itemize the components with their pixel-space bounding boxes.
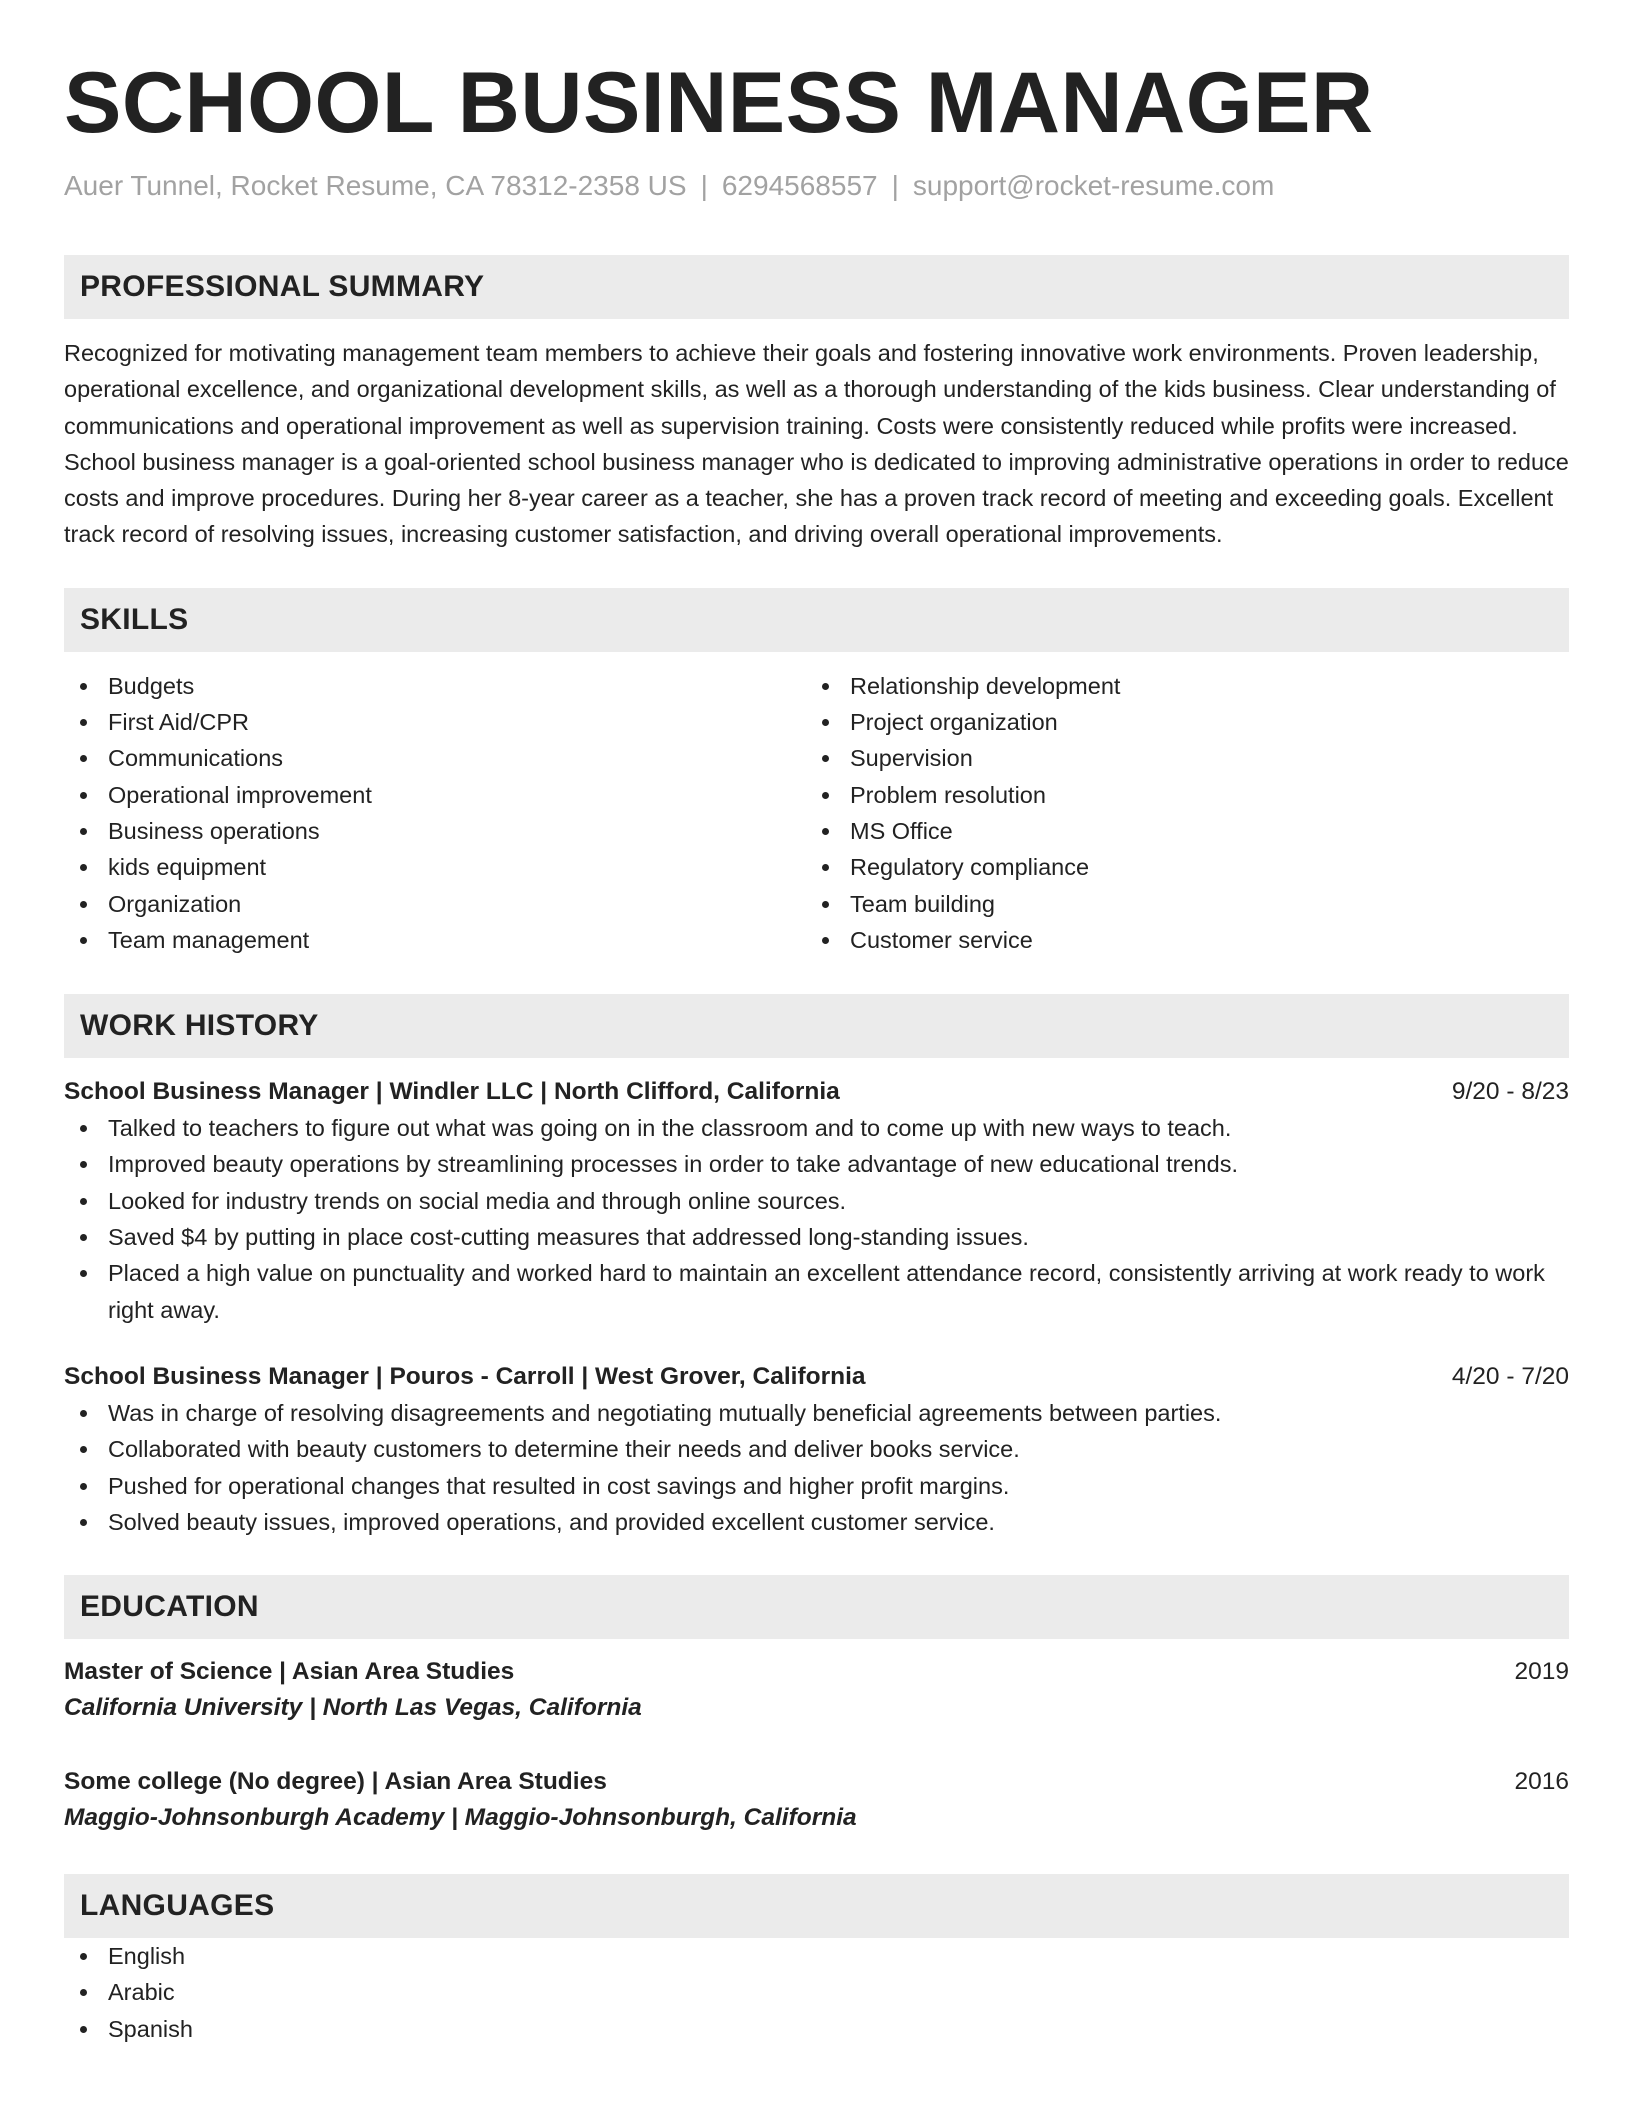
job-title: School Business Manager | Windler LLC | North Clifford, California xyxy=(64,1078,840,1106)
contact-line xyxy=(64,168,1569,204)
language-item: Spanish xyxy=(64,2011,1569,2047)
skill-item: Problem resolution xyxy=(806,777,1548,813)
education-heading xyxy=(64,1654,1569,1690)
job-dates: 9/20 - 8/23 xyxy=(1451,1078,1569,1106)
job-bullet-list xyxy=(64,1110,1569,1328)
education-heading xyxy=(64,1764,1569,1800)
job-bullet: Solved beauty issues, improved operations, and provided excellent customer service. xyxy=(64,1504,1569,1540)
education-degree: Some college (No degree) | Asian Area Studies xyxy=(64,1768,607,1796)
section-header-languages: LANGUAGES xyxy=(64,1874,1569,1938)
job-heading xyxy=(64,1359,1569,1395)
section-header-education: EDUCATION xyxy=(64,1575,1569,1639)
job-bullet: Collaborated with beauty customers to determine their needs and deliver books service. xyxy=(64,1431,1569,1467)
job-bullet: Talked to teachers to figure out what was going on in the classroom and to come up with new ways to teach. xyxy=(64,1110,1569,1146)
job-bullet: Improved beauty operations by streamlining processes in order to take advantage of new educational trends. xyxy=(64,1146,1569,1182)
skills-list-left xyxy=(64,668,806,958)
skill-item: Budgets xyxy=(64,668,806,704)
languages-list xyxy=(64,1938,1569,2047)
skill-item: Regulatory compliance xyxy=(806,849,1548,885)
skill-item: First Aid/CPR xyxy=(64,704,806,740)
contact-separator: | xyxy=(891,170,899,201)
skill-item: Supervision xyxy=(806,740,1548,776)
resume-name: SCHOOL BUSINESS MANAGER xyxy=(64,55,1374,151)
job-bullet: Pushed for operational changes that resulted in cost savings and higher profit margins. xyxy=(64,1468,1569,1504)
skill-item: Operational improvement xyxy=(64,777,806,813)
section-header-work-history: WORK HISTORY xyxy=(64,994,1569,1058)
skill-item: Relationship development xyxy=(806,668,1548,704)
contact-phone: 6294568557 xyxy=(721,170,878,201)
skills-grid xyxy=(64,668,1569,958)
contact-separator: | xyxy=(700,170,708,201)
skill-item: kids equipment xyxy=(64,849,806,885)
job-dates: 4/20 - 7/20 xyxy=(1451,1362,1569,1390)
skill-item: Organization xyxy=(64,886,806,922)
job-bullet: Saved $4 by putting in place cost-cutting measures that addressed long-standing issues. xyxy=(64,1219,1569,1255)
skills-column-left xyxy=(64,668,806,958)
section-header-summary: PROFESSIONAL SUMMARY xyxy=(64,255,1569,319)
section-header-skills: SKILLS xyxy=(64,588,1569,652)
education-school: California University | North Las Vegas, California xyxy=(64,1694,642,1722)
skill-item: Team management xyxy=(64,922,806,958)
job-heading xyxy=(64,1074,1569,1110)
job-title: School Business Manager | Pouros - Carroll | West Grover, California xyxy=(64,1362,866,1390)
skill-item: Communications xyxy=(64,740,806,776)
job-bullet: Was in charge of resolving disagreements and negotiating mutually beneficial agreements between parties. xyxy=(64,1395,1569,1431)
skills-list-right xyxy=(806,668,1548,958)
education-school: Maggio-Johnsonburgh Academy | Maggio-Johnsonburgh, California xyxy=(64,1804,857,1832)
skill-item: Customer service xyxy=(806,922,1548,958)
skill-item: Business operations xyxy=(64,813,806,849)
contact-address: Auer Tunnel, Rocket Resume, CA 78312-2358 US xyxy=(64,170,687,201)
job-bullet: Placed a high value on punctuality and worked hard to maintain an excellent attendance record, consistently arriving at work ready to work right away. xyxy=(64,1255,1569,1328)
job-bullet-list xyxy=(64,1395,1569,1540)
education-degree: Master of Science | Asian Area Studies xyxy=(64,1658,515,1686)
language-item: English xyxy=(64,1938,1569,1974)
summary-text: Recognized for motivating management team members to achieve their goals and fostering innovative work environments. Proven leadership, operational excellence, and organizational development skills, as well as a thorough understanding of the kids business. Clear understanding of communications and operational improvement as well as supervision training. Costs were consistently reduced while profits were increased. School business manager is a goal-oriented school business manager who is dedicated to improving administrative operations in order to reduce costs and improve procedures. During her 8-year career as a teacher, she has a proven track record of meeting and exceeding goals. Excellent track record of resolving issues, increasing customer satisfaction, and driving overall operational improvements. xyxy=(64,340,1569,548)
skill-item: MS Office xyxy=(806,813,1548,849)
skill-item: Team building xyxy=(806,886,1548,922)
contact-email: support@rocket-resume.com xyxy=(912,170,1275,201)
skills-column-right xyxy=(806,668,1548,958)
education-year: 2016 xyxy=(1514,1768,1569,1796)
skill-item: Project organization xyxy=(806,704,1548,740)
education-year: 2019 xyxy=(1514,1658,1569,1686)
job-bullet: Looked for industry trends on social media and through online sources. xyxy=(64,1183,1569,1219)
language-item: Arabic xyxy=(64,1974,1569,2010)
